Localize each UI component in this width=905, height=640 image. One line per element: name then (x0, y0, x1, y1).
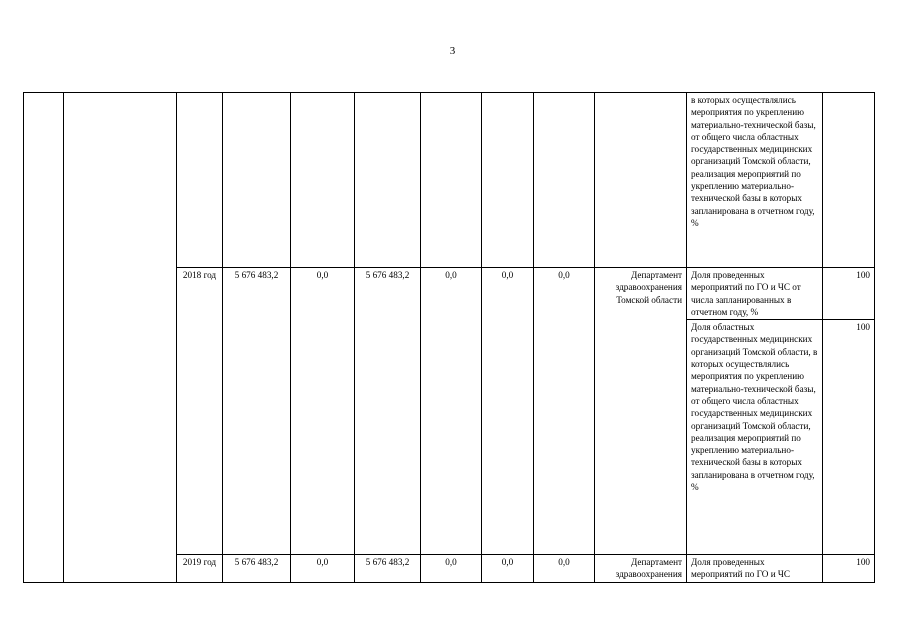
total-cell: 5 676 483,2 (223, 268, 291, 555)
other-cell: 0,0 (534, 268, 595, 555)
regional-cell: 5 676 483,2 (355, 555, 421, 583)
other-cell: 0,0 (534, 555, 595, 583)
tfoms-cell: 0,0 (482, 268, 534, 555)
federal-cell: 0,0 (291, 268, 355, 555)
cell-empty (595, 93, 687, 268)
local-cell: 0,0 (421, 555, 482, 583)
indicator-cell: Доля проведенных мероприятий по ГО и ЧС (687, 555, 823, 583)
cell-empty (534, 93, 595, 268)
page-number: 3 (449, 45, 456, 57)
year-cell: 2019 год (177, 555, 223, 583)
regional-cell: 5 676 483,2 (355, 268, 421, 555)
indicator-cell: Доля проведенных мероприятий по ГО и ЧС от числа запланированных в отчетном году, % (687, 268, 823, 320)
executor-cell: Департамент здравоохранения Томской области (595, 268, 687, 555)
federal-cell: 0,0 (291, 555, 355, 583)
indicator-value: 100 (823, 268, 875, 320)
indicator-value: 100 (823, 320, 875, 555)
cell-empty (177, 93, 223, 268)
year-cell: 2018 год (177, 268, 223, 555)
cell-empty (355, 93, 421, 268)
program-table (23, 92, 875, 583)
indicator-value: 100 (823, 555, 875, 583)
cell-empty (421, 93, 482, 268)
cell-number (24, 93, 64, 583)
total-cell: 5 676 483,2 (223, 555, 291, 583)
cell-empty (223, 93, 291, 268)
executor-cell: Департамент здравоохранения (595, 555, 687, 583)
cell-empty (482, 93, 534, 268)
cell-empty (823, 93, 875, 268)
local-cell: 0,0 (421, 268, 482, 555)
indicator-cell: Доля областных государственных медицинских организаций Томской области, в которых осуществлялись мероприятия по укреплению материально-технической базы, от общего числа областных государственных медицинских организаций Томской области, реализация мероприятий по укреплению материально-технической базы в которых запланирована в отчетном году, % (687, 320, 823, 555)
table-row-continuation (24, 93, 875, 268)
tfoms-cell: 0,0 (482, 555, 534, 583)
cell-empty (291, 93, 355, 268)
indicator-cell: в которых осуществлялись мероприятия по укреплению материально-технической базы, от общего числа областных государственных медицинских организаций Томской области, реализация мероприятий по укреплению материально-технической базы в которых запланирована в отчетном году, % (687, 93, 823, 268)
cell-task-name (64, 93, 177, 583)
